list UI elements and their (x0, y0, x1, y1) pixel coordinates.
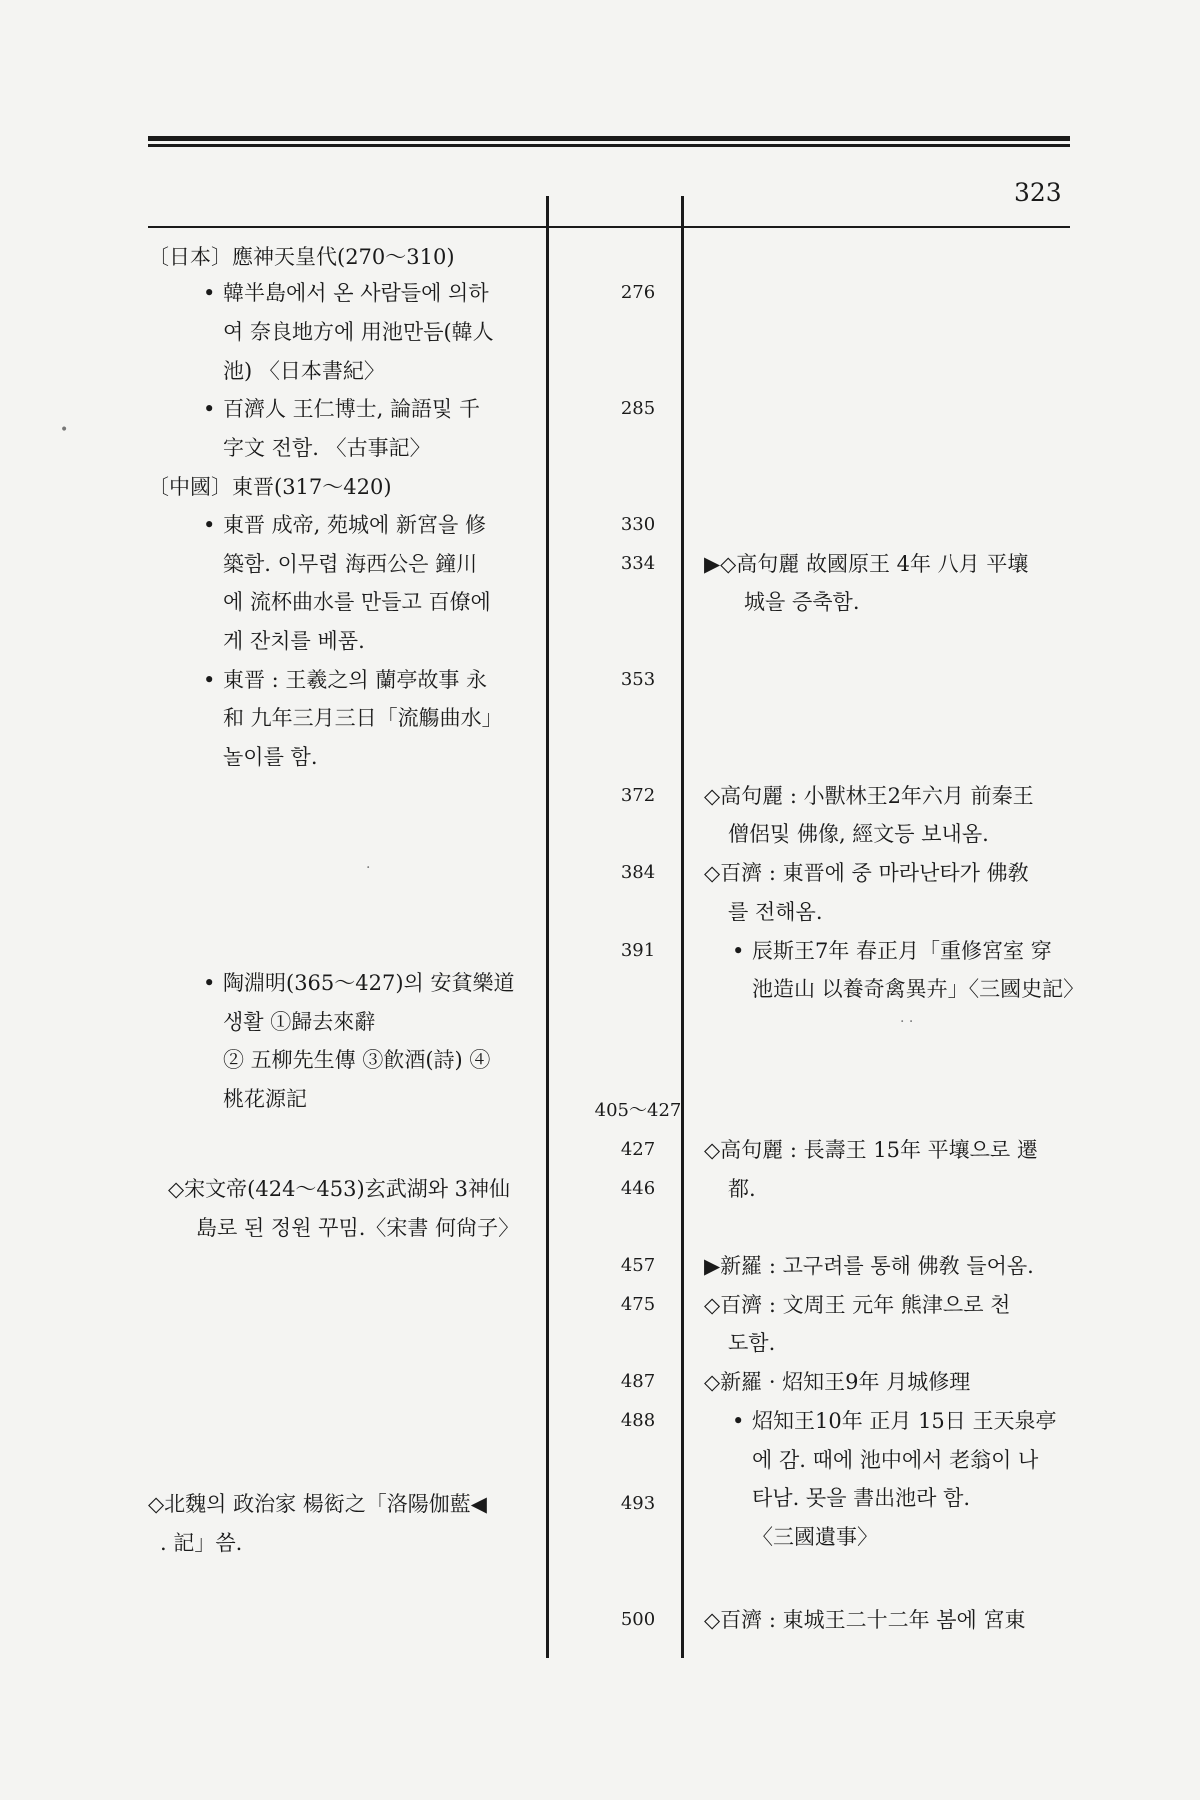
left-entry-line: • 東晋 : 王羲之의 蘭亭故事 永 (223, 661, 487, 699)
right-entry-line: ◇高句麗 : 長壽王 15年 平壤으로 遷 (704, 1138, 1038, 1162)
right-entry-line: ◇百濟 : 文周王 元年 熊津으로 천 (704, 1293, 1011, 1317)
year-label: 372 (620, 785, 656, 806)
year-label: 446 (620, 1178, 656, 1199)
left-entry-line: • 陶淵明(365～427)의 安貧樂道 (223, 964, 515, 1002)
left-entry-line: 에 流杯曲水를 만들고 百僚에 (223, 590, 491, 614)
top-rule (148, 136, 1070, 141)
year-label: 405～427 (594, 1100, 682, 1121)
right-entry-line: 를 전해옴. (728, 900, 823, 924)
year-label: 330 (620, 514, 656, 535)
year-label: 493 (620, 1493, 656, 1514)
year-label: 427 (620, 1139, 656, 1160)
left-entry-line: ◇北魏의 政治家 楊衒之「洛陽伽藍◀ (148, 1492, 487, 1516)
right-entry-line: 僧侶및 佛像, 經文등 보내옴. (728, 822, 989, 846)
year-label: 391 (620, 940, 656, 961)
scan-speck: · (366, 860, 371, 876)
left-entry-line: 놀이를 함. (223, 745, 318, 769)
scan-speck: · · (900, 1014, 914, 1030)
column-divider-left (546, 196, 549, 1658)
right-entry-line: ◇百濟 : 東城王二十二年 봄에 宮東 (704, 1608, 1026, 1632)
left-entry-line: 〔日本〕應神天皇代(270～310) (148, 245, 455, 269)
right-entry-line: 타남. 못을 書出池라 함. (752, 1486, 971, 1510)
left-entry-line: 字文 전함. 〈古事記〉 (223, 436, 431, 460)
left-entry-line: • 韓半島에서 온 사람들에 의하 (223, 274, 489, 312)
left-entry-line: 築함. 이무렵 海西公은 鐘川 (223, 552, 478, 576)
right-entry-line: 〈三國遺事〉 (752, 1525, 878, 1549)
year-label: 457 (620, 1255, 656, 1276)
left-entry-line: • 百濟人 王仁博士, 論語및 千 (223, 390, 480, 428)
right-entry-line: 都. (728, 1177, 756, 1201)
year-label: 500 (620, 1609, 656, 1630)
right-entry-line: 도함. (728, 1331, 776, 1355)
year-label: 487 (620, 1371, 656, 1392)
left-entry-line: 게 잔치를 베품. (223, 629, 365, 653)
left-entry-line: . 記」씀. (160, 1531, 243, 1555)
left-entry-line: ◇宋文帝(424～453)玄武湖와 3神仙 (168, 1177, 511, 1201)
right-entry-line: ▶新羅 : 고구려를 통해 佛敎 들어옴. (704, 1254, 1034, 1278)
page-number: 323 (1014, 178, 1062, 207)
year-label: 334 (620, 553, 656, 574)
right-entry-line: • 炤知王10年 正月 15日 王天泉亭 (752, 1402, 1056, 1440)
year-label: 276 (620, 282, 656, 303)
right-entry-line: 에 감. 때에 池中에서 老翁이 나 (752, 1448, 1039, 1472)
year-label: 353 (620, 669, 656, 690)
right-entry-line: 城을 증축함. (744, 590, 860, 614)
right-entry-line: ◇高句麗 : 小獸林王2年六月 前秦王 (704, 784, 1034, 808)
left-entry-line: 〔中國〕東晋(317～420) (148, 475, 392, 499)
left-entry-line: 생활 ①歸去來辭 (223, 1010, 376, 1034)
header-line (148, 226, 1070, 228)
right-entry-line: ◇新羅 · 炤知王9年 月城修理 (704, 1370, 971, 1394)
year-label: 285 (620, 398, 656, 419)
left-entry-line: ② 五柳先生傳 ③飮酒(詩) ④ (223, 1048, 491, 1072)
year-label: 384 (620, 862, 656, 883)
year-label: 475 (620, 1294, 656, 1315)
year-label: 488 (620, 1410, 656, 1431)
right-entry-line: 池造山 以養奇禽異卉」〈三國史記〉 (752, 977, 1085, 1001)
left-entry-line: 池) 〈日本書紀〉 (223, 359, 385, 383)
scan-speck: • (60, 422, 69, 438)
right-entry-line: ◇百濟 : 東晋에 중 마라난타가 佛敎 (704, 861, 1029, 885)
right-entry-line: • 辰斯王7年 春正月「重修宮室 穿 (752, 932, 1052, 970)
top-rule-secondary (148, 144, 1070, 147)
left-entry-line: 島로 된 정원 꾸밈.〈宋書 何尙子〉 (196, 1216, 520, 1240)
left-entry-line: • 東晋 成帝, 苑城에 新宮을 修 (223, 506, 486, 544)
left-entry-line: 桃花源記 (223, 1087, 307, 1111)
left-entry-line: 여 奈良地方에 用池만듬(韓人 (223, 320, 494, 344)
right-entry-line: ▶◇高句麗 故國原王 4年 八月 平壤 (704, 552, 1029, 576)
left-entry-line: 和 九年三月三日「流觴曲水」 (223, 706, 503, 730)
